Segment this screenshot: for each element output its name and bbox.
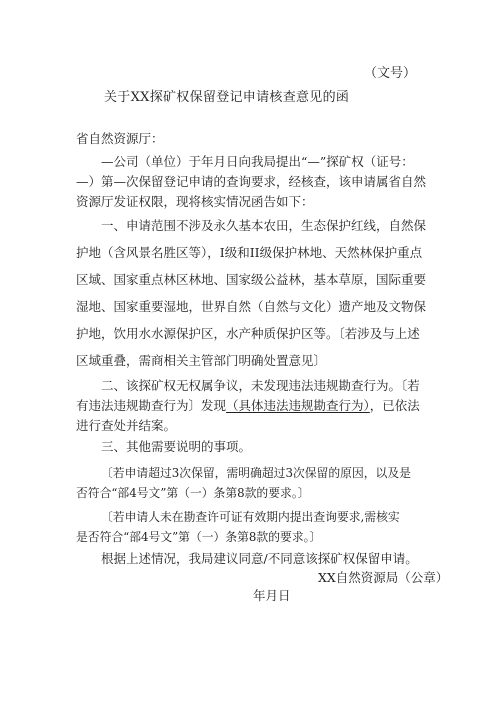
note-2-line: 〔若申请人未在勘查许可证有效期内提出查询要求,需核实 [101,510,400,524]
item-1-paragraph [76,212,436,374]
intro-line: —公司（单位）于年月日向我局提出“—”探矿权（证号： [101,154,414,169]
item-1-line: 湿地、国家重要湿地，世界自然（自然与文化）遗产地及文物保 [76,299,427,314]
intro-line: 资源厅发证权限，现将核实情况函告如下： [76,194,314,209]
intro-line: —）第—次保留登记申请的查询要求，经核查，该申请属省自然 [76,174,427,189]
item-1-line: 护地，饮用水水源保护区，水产种质保护区等。〔若涉及与上述 [76,326,420,341]
item-1-line: 区域、国家重点林区林地、国家级公益林，基本草原，国际重要 [76,272,427,287]
note-2-paragraph [76,507,436,547]
item-2-text: ，已依法 [369,398,420,413]
note-1-paragraph [76,463,436,503]
conclusion-paragraph [76,549,436,567]
underlined-blank: （具体违法违规勘查行为） [226,398,370,413]
note-2-line: 是否符合“部4号文”第（一）条第8款的要求。〕 [76,530,322,544]
item-2-line: 进行查处并结案。 [76,418,177,433]
item-1-line: 区域重叠，需商相关主管部门明确处置意见〕 [76,353,327,368]
addressee: 省自然资源厅： [76,131,164,146]
item-3-line: 三、其他需要说明的事项。 [101,439,252,454]
document-title: 关于XX探矿权保留登记申请核查意见的函 [104,90,350,105]
item-2-line: 二、该探矿权无权属争议，未发现违法违规勘查行为。〔若 [101,378,420,393]
note-1-line: 〔若申请超过3次保留，需明确超过3次保留的原因，以及是 [101,466,411,480]
item-2-paragraph [76,376,436,436]
item-1-line: 护地（含风景名胜区等），I级和II级保护林地、天然林保护重点 [76,245,423,260]
conclusion-line: 根据上述情况，我局建议同意/不同意该探矿权保留申请。 [101,551,418,566]
item-3-paragraph [76,437,436,455]
intro-paragraph [76,152,436,212]
note-1-line: 否符合“部4号文”第（一）条第8款的要求。〕 [76,486,310,500]
document-number: （文号） [364,66,417,81]
item-1-line: 一、申请范围不涉及永久基本农田，生态保护红线，自然保 [101,218,427,233]
item-2-line [76,396,436,416]
date: 年月日 [253,588,291,603]
signer: XX自然资源局（公章） [318,570,449,585]
item-2-text: 有违法违规勘查行为〕发现 [76,398,227,413]
